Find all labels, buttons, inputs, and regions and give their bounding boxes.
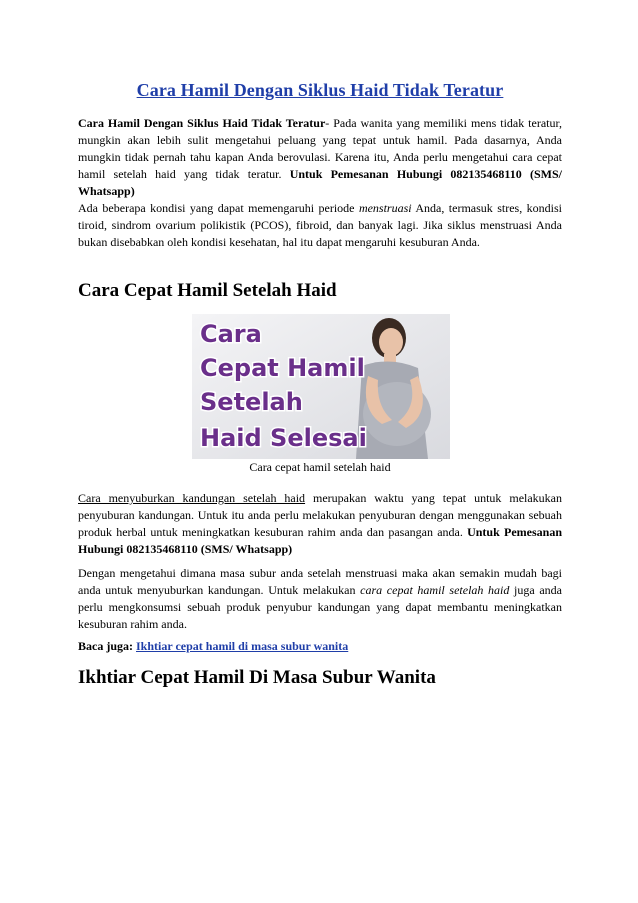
figure-text-line2: Cepat Hamil (200, 354, 365, 382)
figure-text-line4: Haid Selesai (200, 424, 367, 452)
article-image (192, 314, 450, 459)
intro-paragraph (78, 115, 562, 200)
pregnant-woman-illustration (192, 314, 450, 459)
figure-caption: Cara cepat hamil setelah haid (249, 460, 391, 474)
fertility-text: merupakan waktu yang tepat untuk melakukan penyuburan kandungan. Untuk itu anda perlu melakukan penyuburan dengan menggunakan sebuah produk herbal untuk meningkatkan kesuburan rahim anda dan pasangan anda. (78, 491, 563, 539)
timing-paragraph (78, 565, 562, 633)
fertility-paragraph (78, 490, 562, 558)
section-heading-ikhtiar: Ikhtiar Cepat Hamil Di Masa Subur Wanita (78, 667, 436, 688)
read-also-link[interactable]: Ikhtiar cepat hamil di masa subur wanita (136, 639, 349, 653)
timing-text-after: juga anda perlu mengkonsumsi sebuah produk penyubur kandungan yang dapat membantu meningkatkan kesuburan rahim anda. (78, 583, 562, 631)
timing-text-before: Dengan mengetahui dimana masa subur anda setelah menstruasi maka akan semakin mudah bagi anda untuk menyuburkan kandungan. Untuk melakukan (78, 566, 562, 597)
read-also (78, 638, 562, 655)
fertility-contact: Untuk Pemesanan Hubungi 082135468110 (SMS/ Whatsapp) (78, 525, 562, 556)
intro-contact: Untuk Pemesanan Hubungi 082135468110 (SMS/ Whatsapp) (78, 167, 563, 198)
figure-text-line3: Setelah (200, 388, 303, 416)
read-also-label: Baca juga: (78, 639, 136, 653)
section-heading-cara-cepat: Cara Cepat Hamil Setelah Haid (78, 280, 337, 301)
intro-text: - Pada wanita yang memiliki mens tidak teratur, mungkin akan lebih sulit mengetahui peluang yang tepat untuk hamil. Pada dasarnya, Anda mungkin tidak pernah tahu kapan Anda berovulasi. Karena itu, Anda perlu mengetahui cara cepat hamil setelah haid yang tidak teratur. (78, 116, 562, 181)
conditions-text-before: Ada beberapa kondisi yang dapat memengaruhi periode (78, 201, 359, 215)
intro-bold-lead: Cara Hamil Dengan Siklus Haid Tidak Teratur (78, 116, 326, 130)
document-title: Cara Hamil Dengan Siklus Haid Tidak Teratur (136, 80, 504, 100)
conditions-text-after: Anda, termasuk stres, kondisi tiroid, sindrom ovarium polikistik (PCOS), fibroid, dan banyak lagi. Jika siklus menstruasi Anda bukan disebabkan oleh kondisi kesehatan, hal itu dapat mengaruhi kesuburan Anda. (78, 201, 562, 249)
fertility-link[interactable]: Cara menyuburkan kandungan setelah haid (78, 491, 306, 505)
conditions-paragraph (78, 200, 562, 251)
figure-text-line1: Cara (200, 320, 262, 348)
timing-italic: cara cepat hamil setelah haid (360, 583, 510, 597)
conditions-italic: menstruasi (358, 201, 412, 215)
